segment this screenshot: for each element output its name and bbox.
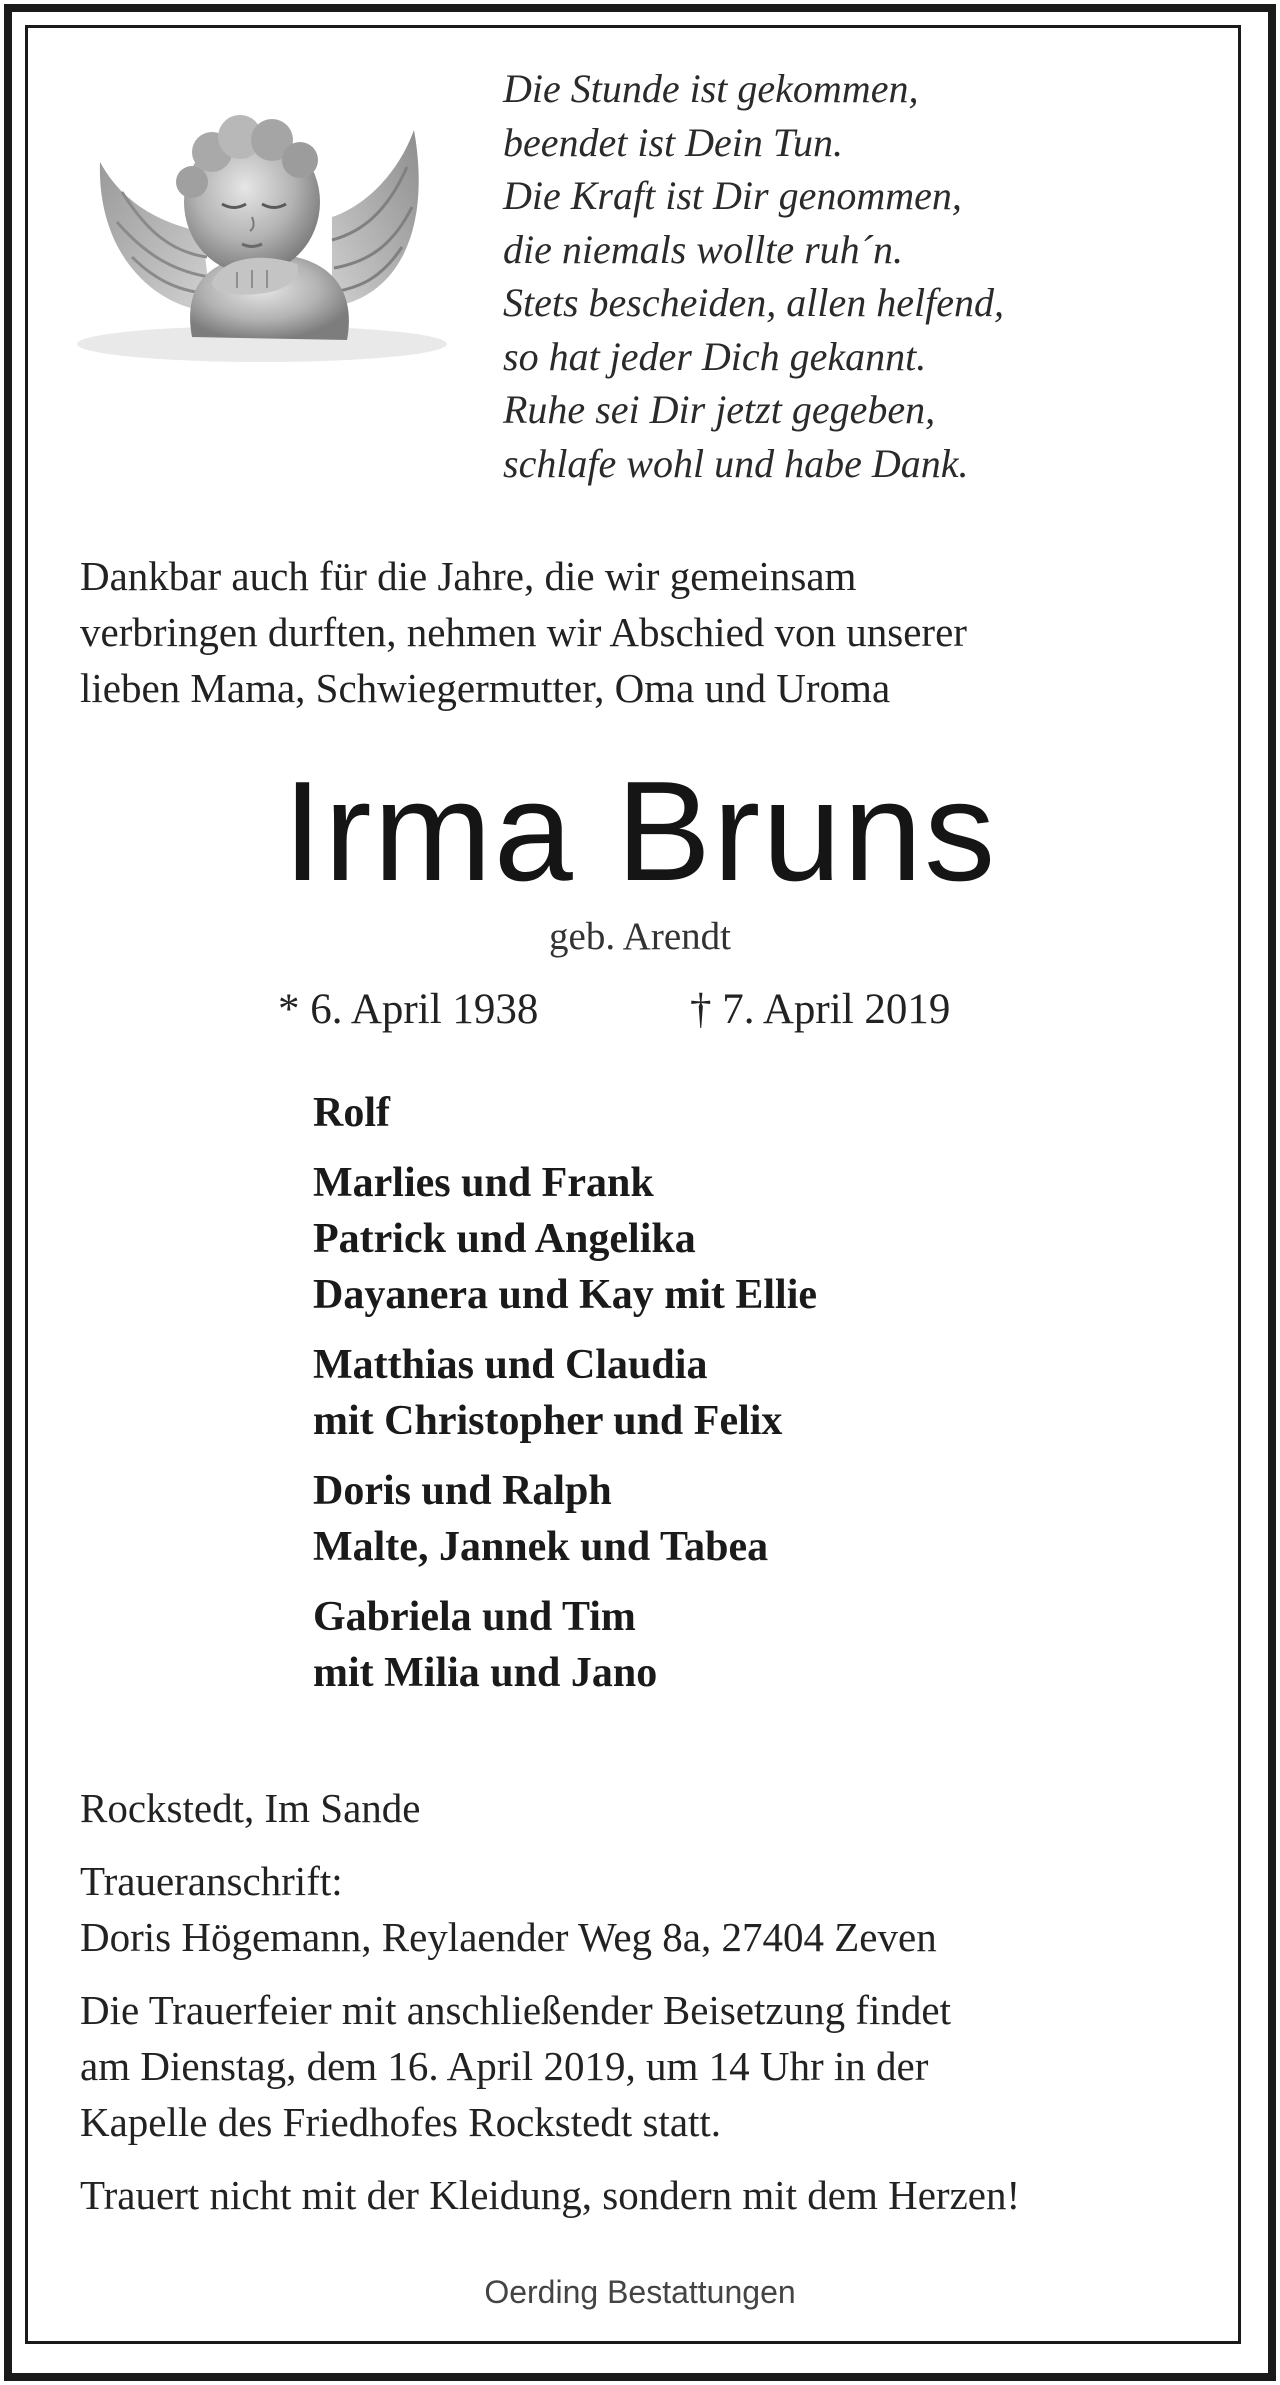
ceremony-line: am Dienstag, dem 16. April 2019, um 14 Uhr in der <box>80 2043 929 2089</box>
poem-line: beendet ist Dein Tun. <box>503 119 843 165</box>
family-group <box>313 1337 817 1449</box>
birth-date: * 6. April 1938 <box>278 986 539 1033</box>
family-member: Gabriela und Tim <box>313 1594 636 1640</box>
place: Rockstedt, Im Sande <box>80 1785 421 1831</box>
intro-text <box>80 548 967 716</box>
ceremony-line: Kapelle des Friedhofes Rockstedt statt. <box>80 2099 722 2145</box>
closing-section <box>80 1780 1020 2223</box>
poem-line: Die Kraft ist Dir genommen, <box>503 173 962 218</box>
deceased-name: Irma Bruns <box>282 752 998 911</box>
poem-line: so hat jeder Dich gekannt. <box>503 333 927 379</box>
poem-line: Ruhe sei Dir jetzt gegeben, <box>503 387 936 432</box>
family-member: mit Christopher und Felix <box>313 1398 783 1444</box>
address-value: Doris Högemann, Reylaender Weg 8a, 27404 Zeven <box>80 1914 937 1960</box>
family-list <box>313 1085 817 1715</box>
ceremony-info <box>80 1982 1020 2150</box>
poem-line: Die Stunde ist gekommen, <box>503 66 919 111</box>
family-member: Malte, Jannek und Tabea <box>313 1524 769 1570</box>
motto: Trauert nicht mit der Kleidung, sondern mit dem Herzen! <box>80 2172 1021 2218</box>
poem-line: schlafe wohl und habe Dank. <box>503 440 969 486</box>
mourning-address <box>80 1853 1020 1965</box>
maiden-name: geb. Arendt <box>549 915 731 958</box>
poem-line: die niemals wollte ruh´n. <box>503 226 903 272</box>
family-group <box>313 1155 817 1323</box>
poem-line: Stets bescheiden, allen helfend, <box>503 280 1004 325</box>
intro-line: lieben Mama, Schwiegermutter, Oma und Uroma <box>80 665 891 711</box>
family-member: Rolf <box>313 1090 390 1136</box>
family-member: Doris und Ralph <box>313 1468 612 1514</box>
family-group <box>313 1463 817 1575</box>
family-member: Matthias und Claudia <box>313 1342 708 1388</box>
angel-illustration <box>62 82 462 382</box>
address-label: Traueranschrift: <box>80 1858 343 1904</box>
family-member: Dayanera und Kay mit Ellie <box>313 1272 818 1318</box>
family-group <box>313 1589 817 1701</box>
undertaker-name: Oerding Bestattungen <box>484 2274 796 2310</box>
intro-line: verbringen durften, nehmen wir Abschied von unserer <box>80 609 967 655</box>
family-group <box>313 1085 817 1141</box>
poem <box>503 62 1004 490</box>
family-member: Marlies und Frank <box>313 1160 654 1206</box>
intro-line: Dankbar auch für die Jahre, die wir gemeinsam <box>80 553 857 599</box>
family-member: Patrick und Angelika <box>313 1216 696 1262</box>
ceremony-line: Die Trauerfeier mit anschließender Beisetzung findet <box>80 1987 951 2033</box>
death-date: † 7. April 2019 <box>690 986 951 1033</box>
family-member: mit Milia und Jano <box>313 1650 658 1696</box>
